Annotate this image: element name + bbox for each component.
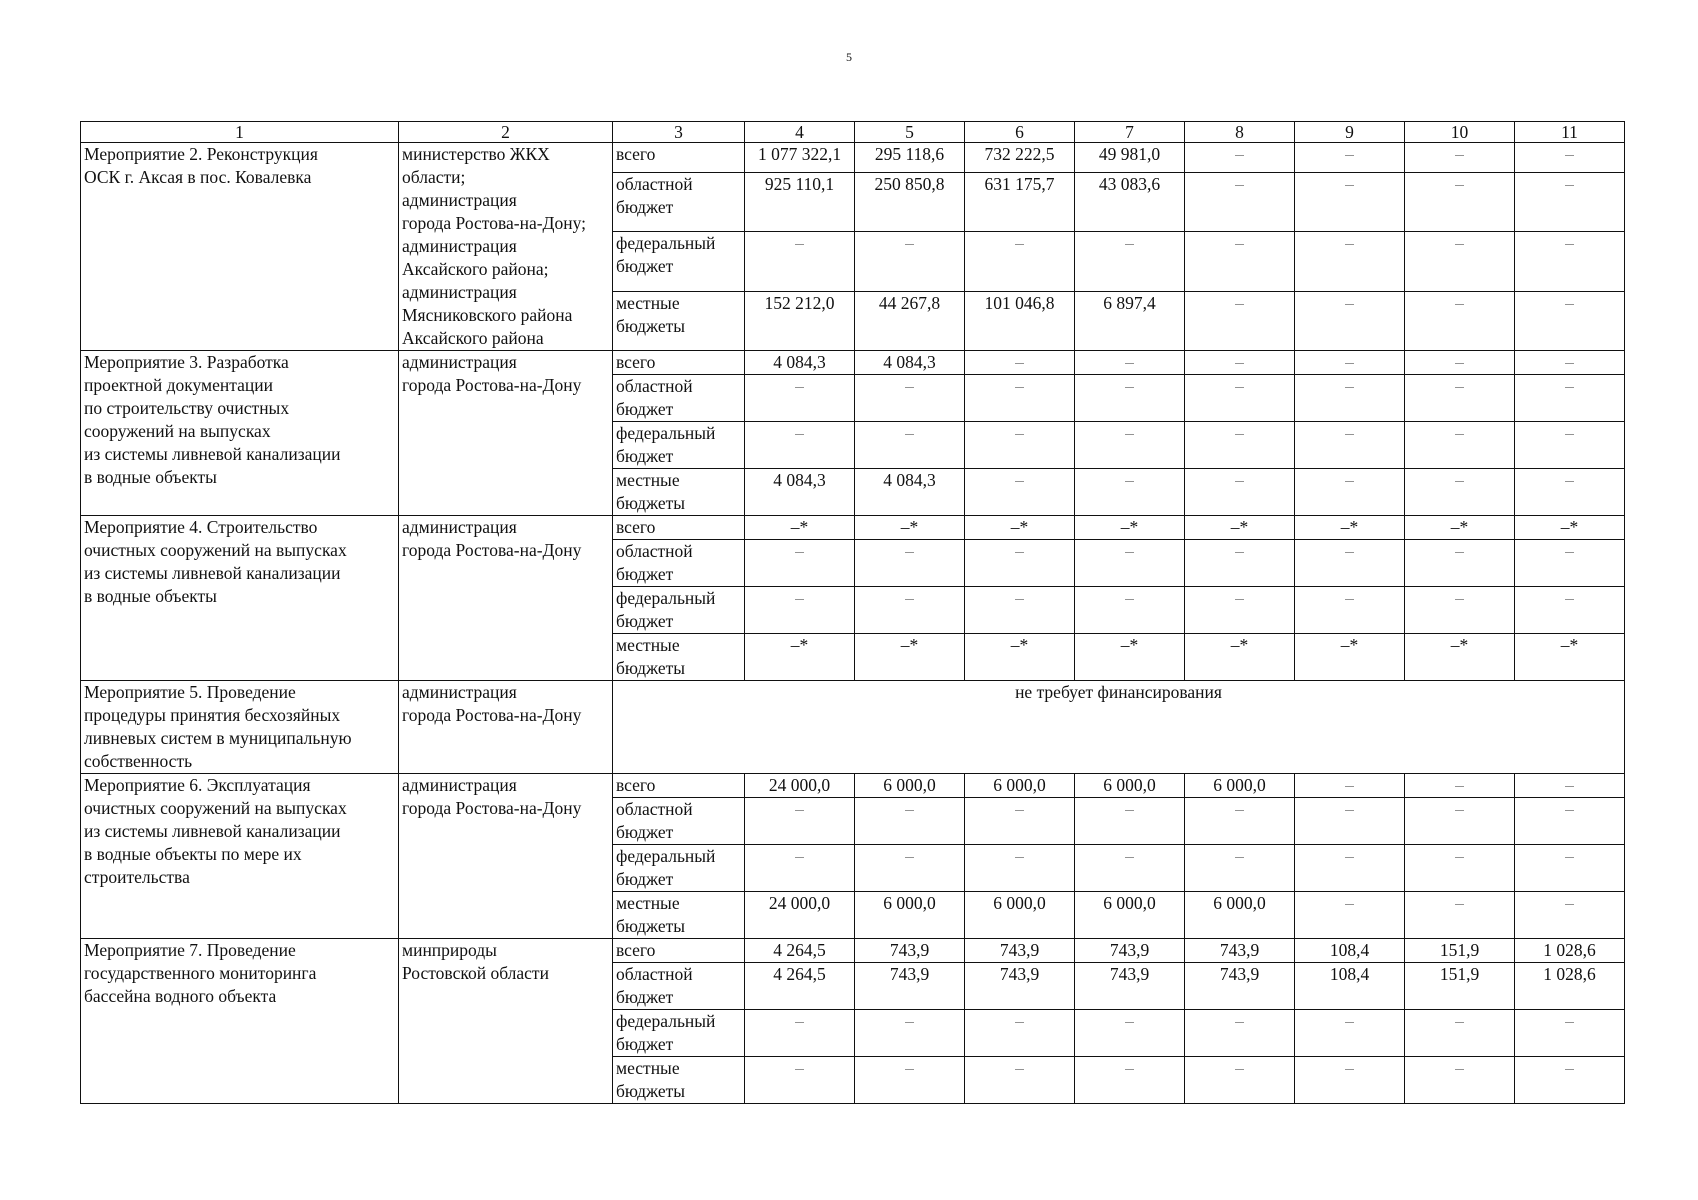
empty-value: –: [1185, 422, 1295, 469]
funding-source: [613, 375, 745, 422]
text-line: очистных сооружений на выпусках: [84, 540, 347, 560]
text-line: процедуры принятия бесхозяйных: [84, 705, 341, 725]
amount-value: 101 046,8: [965, 291, 1075, 350]
measure-name: [81, 939, 399, 1104]
funding-source: [613, 845, 745, 892]
empty-value: –: [855, 845, 965, 892]
amount-value: 6 897,4: [1075, 291, 1185, 350]
text-line: в водные объекты: [84, 467, 217, 487]
empty-value: –: [1295, 1057, 1405, 1104]
empty-value: –: [1295, 351, 1405, 375]
funding-source: [613, 939, 745, 963]
amount-value: 49 981,0: [1075, 143, 1185, 173]
funding-source: [613, 963, 745, 1010]
text-line: бюджет: [616, 611, 674, 631]
funding-source: [613, 774, 745, 798]
text-line: местные: [616, 292, 680, 313]
empty-value: –: [1405, 1057, 1515, 1104]
empty-value: –: [1405, 351, 1515, 375]
text-line: Мероприятие 2. Реконструкция: [84, 144, 318, 164]
measure-name: [81, 774, 399, 939]
text-line: бюджет: [616, 446, 674, 466]
text-line: Мероприятие 5. Проведение: [84, 682, 296, 702]
table-row: [81, 516, 1625, 540]
text-line: областной: [616, 376, 693, 396]
amount-value: 4 264,5: [745, 963, 855, 1010]
empty-value: –: [1295, 540, 1405, 587]
text-line: федеральный: [616, 1011, 716, 1031]
empty-value: –: [1295, 845, 1405, 892]
amount-value: –*: [1295, 634, 1405, 681]
empty-value: –: [1185, 351, 1295, 375]
table-row: [81, 774, 1625, 798]
text-line: бюджеты: [616, 916, 686, 936]
empty-value: –: [1185, 143, 1295, 173]
amount-value: 1 077 322,1: [745, 143, 855, 173]
empty-value: –: [1075, 1057, 1185, 1104]
empty-value: –: [1075, 375, 1185, 422]
amount-value: 6 000,0: [855, 892, 965, 939]
amount-value: –*: [1185, 516, 1295, 540]
column-number: 7: [1075, 122, 1185, 143]
text-line: федеральный: [616, 846, 716, 866]
empty-value: –: [1515, 540, 1625, 587]
amount-value: 151,9: [1405, 963, 1515, 1010]
empty-value: –: [1515, 892, 1625, 939]
amount-value: 4 084,3: [855, 469, 965, 516]
amount-value: 631 175,7: [965, 173, 1075, 232]
empty-value: –: [1405, 173, 1515, 232]
empty-value: –: [855, 375, 965, 422]
funding-source: [613, 1057, 745, 1104]
column-number: 9: [1295, 122, 1405, 143]
empty-value: –: [965, 469, 1075, 516]
empty-value: –: [1405, 1010, 1515, 1057]
empty-value: –: [1075, 422, 1185, 469]
empty-value: –: [1295, 422, 1405, 469]
empty-value: –: [1075, 1010, 1185, 1057]
text-line: из системы ливневой канализации: [84, 444, 341, 464]
empty-value: –: [1515, 774, 1625, 798]
empty-value: –: [745, 798, 855, 845]
text-line: бюджет: [616, 399, 674, 419]
measure-name: [81, 681, 399, 774]
text-line: областной: [616, 541, 693, 561]
column-number: 5: [855, 122, 965, 143]
text-line: бюджет: [616, 197, 674, 218]
text-line: местные: [616, 635, 680, 655]
amount-value: 925 110,1: [745, 173, 855, 232]
empty-value: –: [1515, 587, 1625, 634]
empty-value: –: [1405, 143, 1515, 173]
text-line: Мероприятие 6. Эксплуатация: [84, 775, 311, 795]
amount-value: 250 850,8: [855, 173, 965, 232]
amount-value: –*: [745, 634, 855, 681]
amount-value: 44 267,8: [855, 291, 965, 350]
empty-value: –: [1405, 587, 1515, 634]
empty-value: –: [1405, 291, 1515, 350]
amount-value: –*: [1295, 516, 1405, 540]
text-line: очистных сооружений на выпусках: [84, 798, 347, 818]
empty-value: –: [965, 351, 1075, 375]
column-number: 8: [1185, 122, 1295, 143]
empty-value: –: [1295, 892, 1405, 939]
amount-value: 152 212,0: [745, 291, 855, 350]
empty-value: –: [1185, 798, 1295, 845]
amount-value: –*: [1405, 634, 1515, 681]
empty-value: –: [965, 845, 1075, 892]
page-number: 5: [846, 50, 852, 64]
text-line: бюджет: [616, 564, 674, 584]
empty-value: –: [1185, 375, 1295, 422]
empty-value: –: [1405, 232, 1515, 291]
empty-value: –: [1515, 291, 1625, 350]
empty-value: –: [1515, 1057, 1625, 1104]
empty-value: –: [1075, 798, 1185, 845]
empty-value: –: [1515, 375, 1625, 422]
funding-source: [613, 587, 745, 634]
text-line: строительства: [84, 867, 190, 887]
text-line: областной: [616, 964, 693, 984]
text-line: Мероприятие 7. Проведение: [84, 940, 296, 960]
empty-value: –: [1185, 587, 1295, 634]
empty-value: –: [855, 798, 965, 845]
amount-value: 6 000,0: [965, 892, 1075, 939]
empty-value: –: [965, 1010, 1075, 1057]
text-line: минприроды: [402, 940, 497, 960]
funding-source: [613, 798, 745, 845]
empty-value: –: [855, 1010, 965, 1057]
amount-value: 24 000,0: [745, 892, 855, 939]
empty-value: –: [1075, 845, 1185, 892]
text-line: всего: [616, 940, 656, 960]
amount-value: 4 084,3: [855, 351, 965, 375]
text-line: бюджет: [616, 1034, 674, 1054]
empty-value: –: [1295, 1010, 1405, 1057]
text-line: проектной документации: [84, 375, 273, 395]
amount-value: 295 118,6: [855, 143, 965, 173]
text-line: всего: [616, 775, 656, 795]
text-line: Аксайского района: [402, 328, 544, 348]
amount-value: –*: [1075, 516, 1185, 540]
empty-value: –: [1295, 375, 1405, 422]
amount-value: 108,4: [1295, 939, 1405, 963]
executor: [399, 774, 613, 939]
funding-source: [613, 469, 745, 516]
funding-source: [613, 291, 745, 350]
measure-name: [81, 143, 399, 351]
empty-value: –: [855, 232, 965, 291]
amount-value: 4 084,3: [745, 351, 855, 375]
empty-value: –: [1075, 351, 1185, 375]
empty-value: –: [745, 587, 855, 634]
amount-value: 732 222,5: [965, 143, 1075, 173]
text-line: бюджеты: [616, 493, 686, 513]
amount-value: 6 000,0: [1185, 892, 1295, 939]
amount-value: –*: [965, 634, 1075, 681]
measure-name: [81, 516, 399, 681]
amount-value: 743,9: [965, 939, 1075, 963]
empty-value: –: [1405, 774, 1515, 798]
text-line: из системы ливневой канализации: [84, 563, 341, 583]
text-line: государственного мониторинга: [84, 963, 317, 983]
empty-value: –: [965, 422, 1075, 469]
text-line: из системы ливневой канализации: [84, 821, 341, 841]
empty-value: –: [965, 540, 1075, 587]
empty-value: –: [1515, 845, 1625, 892]
amount-value: 6 000,0: [1075, 774, 1185, 798]
empty-value: –: [1075, 540, 1185, 587]
text-line: ОСК г. Аксая в пос. Ковалевка: [84, 167, 312, 187]
text-line: города Ростова-на-Дону: [402, 798, 582, 818]
empty-value: –: [745, 540, 855, 587]
table-row: [81, 681, 1625, 774]
empty-value: –: [1185, 469, 1295, 516]
empty-value: –: [1405, 798, 1515, 845]
funding-source: [613, 422, 745, 469]
column-number: 11: [1515, 122, 1625, 143]
amount-value: 743,9: [1185, 963, 1295, 1010]
amount-value: –*: [1075, 634, 1185, 681]
amount-value: 43 083,6: [1075, 173, 1185, 232]
funding-source: [613, 634, 745, 681]
empty-value: –: [1515, 143, 1625, 173]
empty-value: –: [1515, 173, 1625, 232]
text-line: Аксайского района;: [402, 259, 549, 279]
column-number: 6: [965, 122, 1075, 143]
amount-value: –*: [1515, 516, 1625, 540]
text-line: всего: [616, 144, 656, 164]
text-line: в водные объекты: [84, 586, 217, 606]
amount-value: 1 028,6: [1515, 963, 1625, 1010]
text-line: Ростовской области: [402, 963, 549, 983]
executor: [399, 143, 613, 351]
text-line: Мясниковского района: [402, 305, 573, 325]
amount-value: 108,4: [1295, 963, 1405, 1010]
empty-value: –: [1515, 469, 1625, 516]
funding-source: [613, 143, 745, 173]
funding-note: не требует финансирования: [613, 681, 1625, 774]
empty-value: –: [965, 375, 1075, 422]
text-line: администрация: [402, 190, 517, 210]
text-line: по строительству очистных: [84, 398, 290, 418]
amount-value: –*: [1515, 634, 1625, 681]
text-line: Мероприятие 4. Строительство: [84, 517, 318, 537]
executor: [399, 681, 613, 774]
executor: [399, 351, 613, 516]
funding-source: [613, 232, 745, 291]
empty-value: –: [1075, 232, 1185, 291]
amount-value: 743,9: [965, 963, 1075, 1010]
column-number: 3: [613, 122, 745, 143]
empty-value: –: [1185, 1057, 1295, 1104]
amount-value: 151,9: [1405, 939, 1515, 963]
empty-value: –: [965, 798, 1075, 845]
text-line: бюджеты: [616, 658, 686, 678]
text-line: всего: [616, 352, 656, 372]
empty-value: –: [745, 232, 855, 291]
funding-table: [80, 121, 1625, 1104]
empty-value: –: [1295, 291, 1405, 350]
funding-source: [613, 173, 745, 232]
empty-value: –: [1295, 232, 1405, 291]
text-line: администрация: [402, 682, 517, 702]
text-line: бюджет: [616, 869, 674, 889]
text-line: федеральный: [616, 588, 716, 608]
text-line: бюджеты: [616, 315, 686, 336]
empty-value: –: [965, 587, 1075, 634]
funding-source: [613, 892, 745, 939]
amount-value: –*: [855, 634, 965, 681]
text-line: города Ростова-на-Дону: [402, 705, 582, 725]
empty-value: –: [1295, 774, 1405, 798]
empty-value: –: [1515, 798, 1625, 845]
text-line: города Ростова-на-Дону: [402, 375, 582, 395]
executor: [399, 516, 613, 681]
table-row: [81, 939, 1625, 963]
empty-value: –: [1295, 143, 1405, 173]
text-line: администрация: [402, 517, 517, 537]
amount-value: 743,9: [855, 939, 965, 963]
empty-value: –: [855, 587, 965, 634]
empty-value: –: [1075, 587, 1185, 634]
text-line: администрация: [402, 236, 517, 256]
table-row: [81, 351, 1625, 375]
text-line: города Ростова-на-Дону: [402, 540, 582, 560]
executor: [399, 939, 613, 1104]
empty-value: –: [1295, 587, 1405, 634]
amount-value: –*: [965, 516, 1075, 540]
empty-value: –: [1515, 232, 1625, 291]
empty-value: –: [1185, 291, 1295, 350]
empty-value: –: [1515, 422, 1625, 469]
text-line: ливневых систем в муниципальную: [84, 728, 352, 748]
empty-value: –: [965, 232, 1075, 291]
amount-value: 6 000,0: [1185, 774, 1295, 798]
text-line: бюджеты: [616, 1081, 686, 1101]
text-line: собственность: [84, 751, 193, 771]
amount-value: 24 000,0: [745, 774, 855, 798]
amount-value: –*: [1405, 516, 1515, 540]
header-row: [81, 122, 1625, 143]
empty-value: –: [1405, 540, 1515, 587]
empty-value: –: [1185, 232, 1295, 291]
empty-value: –: [1185, 845, 1295, 892]
text-line: областной: [616, 174, 693, 195]
text-line: бюджет: [616, 822, 674, 842]
empty-value: –: [855, 1057, 965, 1104]
empty-value: –: [1515, 351, 1625, 375]
empty-value: –: [965, 1057, 1075, 1104]
amount-value: –*: [855, 516, 965, 540]
empty-value: –: [1405, 892, 1515, 939]
text-line: министерство ЖКХ: [402, 144, 550, 164]
empty-value: –: [855, 422, 965, 469]
text-line: областной: [616, 799, 693, 819]
empty-value: –: [745, 1010, 855, 1057]
empty-value: –: [855, 540, 965, 587]
text-line: бюджет: [616, 987, 674, 1007]
empty-value: –: [1405, 422, 1515, 469]
amount-value: 743,9: [1185, 939, 1295, 963]
empty-value: –: [1075, 469, 1185, 516]
amount-value: 4 084,3: [745, 469, 855, 516]
empty-value: –: [1185, 173, 1295, 232]
text-line: Мероприятие 3. Разработка: [84, 352, 289, 372]
amount-value: –*: [745, 516, 855, 540]
amount-value: 743,9: [855, 963, 965, 1010]
empty-value: –: [1185, 1010, 1295, 1057]
amount-value: –*: [1185, 634, 1295, 681]
text-line: области;: [402, 167, 466, 187]
empty-value: –: [1515, 1010, 1625, 1057]
empty-value: –: [1405, 375, 1515, 422]
empty-value: –: [1295, 798, 1405, 845]
text-line: города Ростова-на-Дону;: [402, 213, 586, 233]
funding-source: [613, 1010, 745, 1057]
text-line: местные: [616, 1058, 680, 1078]
text-line: администрация: [402, 775, 517, 795]
text-line: местные: [616, 893, 680, 913]
table-row: [81, 143, 1625, 173]
empty-value: –: [1185, 540, 1295, 587]
text-line: бассейна водного объекта: [84, 986, 277, 1006]
amount-value: 1 028,6: [1515, 939, 1625, 963]
funding-source: [613, 516, 745, 540]
amount-value: 6 000,0: [855, 774, 965, 798]
amount-value: 743,9: [1075, 963, 1185, 1010]
empty-value: –: [745, 845, 855, 892]
amount-value: 6 000,0: [1075, 892, 1185, 939]
funding-source: [613, 351, 745, 375]
text-line: в водные объекты по мере их: [84, 844, 302, 864]
amount-value: 6 000,0: [965, 774, 1075, 798]
column-number: 2: [399, 122, 613, 143]
empty-value: –: [1405, 469, 1515, 516]
measure-name: [81, 351, 399, 516]
text-line: местные: [616, 470, 680, 490]
empty-value: –: [745, 422, 855, 469]
text-line: сооружений на выпусках: [84, 421, 271, 441]
empty-value: –: [1295, 469, 1405, 516]
empty-value: –: [745, 1057, 855, 1104]
amount-value: 4 264,5: [745, 939, 855, 963]
text-line: бюджет: [616, 256, 674, 277]
empty-value: –: [1295, 173, 1405, 232]
column-number: 1: [81, 122, 399, 143]
empty-value: –: [745, 375, 855, 422]
empty-value: –: [1405, 845, 1515, 892]
amount-value: 743,9: [1075, 939, 1185, 963]
text-line: федеральный: [616, 233, 716, 254]
text-line: администрация: [402, 282, 517, 302]
column-number: 4: [745, 122, 855, 143]
column-number: 10: [1405, 122, 1515, 143]
text-line: всего: [616, 517, 656, 537]
text-line: администрация: [402, 352, 517, 372]
text-line: федеральный: [616, 423, 716, 443]
funding-source: [613, 540, 745, 587]
